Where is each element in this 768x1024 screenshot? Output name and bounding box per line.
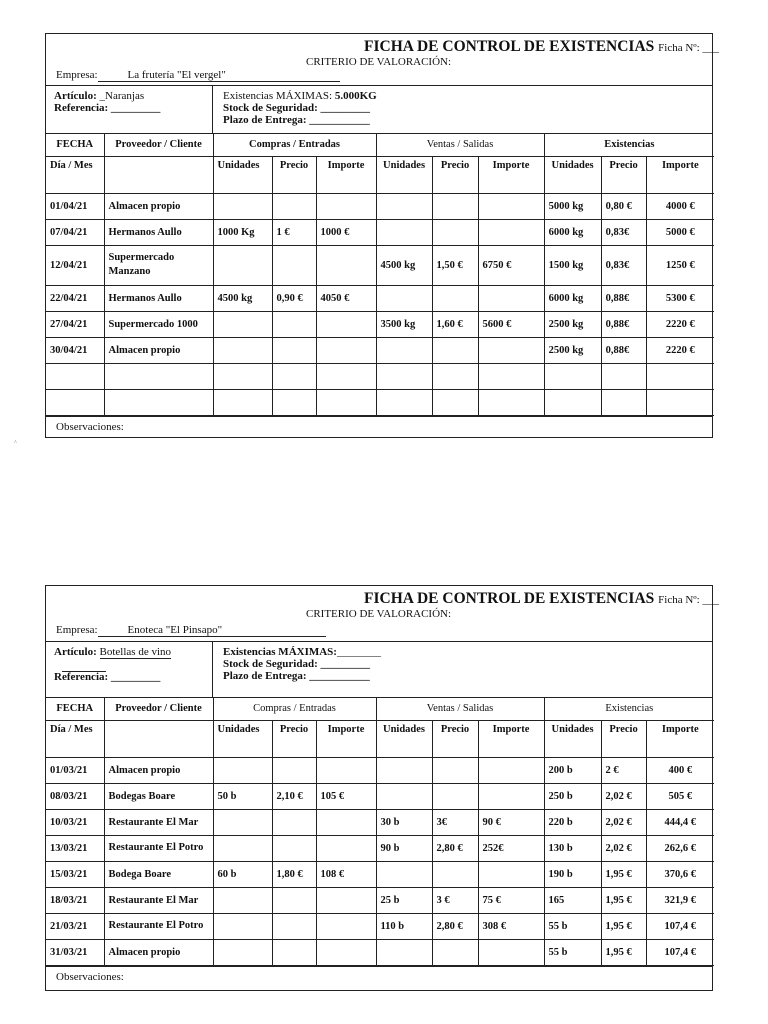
stray-mark: ^ (14, 440, 17, 446)
cell-ventas-precio (432, 757, 478, 783)
col-compras: Compras / Entradas (213, 698, 376, 720)
cell-existencias-precio: 0,80 € (601, 193, 646, 219)
card-header (46, 34, 719, 86)
cell-compras-importe (316, 809, 376, 835)
cell-existencias-precio: 0,83€ (601, 245, 646, 285)
cell-compras-precio (272, 835, 316, 861)
cell-ventas-precio (432, 285, 478, 311)
cell-compras-importe (316, 757, 376, 783)
cell-existencias-unidades: 2500 kg (544, 311, 601, 337)
cell-existencias-precio (601, 363, 646, 389)
cell-existencias-unidades: 2500 kg (544, 337, 601, 363)
cell-compras-unidades: 60 b (213, 861, 272, 887)
cell-fecha: 01/04/21 (46, 193, 104, 219)
cell-existencias-importe: 2220 € (646, 337, 714, 363)
stock-card-2 (45, 585, 719, 991)
col-ventas-precio: Precio (432, 720, 478, 757)
cell-fecha: 13/03/21 (46, 835, 104, 861)
col-compras: Compras / Entradas (213, 134, 376, 156)
col-dia-mes: Día / Mes (46, 156, 104, 193)
cell-ventas-precio (432, 783, 478, 809)
table-row (46, 887, 714, 913)
cell-compras-precio (272, 887, 316, 913)
cell-ventas-importe (478, 193, 544, 219)
cell-ventas-importe: 90 € (478, 809, 544, 835)
col-exist-precio: Precio (601, 156, 646, 193)
cell-ventas-importe (478, 389, 544, 415)
cell-ventas-unidades (376, 363, 432, 389)
cell-existencias-unidades: 6000 kg (544, 219, 601, 245)
cell-ventas-precio (432, 219, 478, 245)
cell-compras-unidades (213, 193, 272, 219)
cell-fecha: 08/03/21 (46, 783, 104, 809)
col-ventas-importe: Importe (478, 720, 544, 757)
cell-existencias-unidades: 55 b (544, 939, 601, 965)
cell-fecha: 22/04/21 (46, 285, 104, 311)
header-row-1 (46, 134, 714, 156)
cell-compras-unidades (213, 913, 272, 939)
observations: Observaciones: (46, 416, 712, 437)
cell-compras-importe: 108 € (316, 861, 376, 887)
cell-ventas-precio (432, 939, 478, 965)
cell-existencias-importe: 5300 € (646, 285, 714, 311)
cell-ventas-unidades (376, 285, 432, 311)
cell-compras-importe (316, 389, 376, 415)
stock-table (46, 698, 714, 966)
cell-ventas-unidades: 110 b (376, 913, 432, 939)
cell-compras-importe (316, 913, 376, 939)
cell-compras-unidades: 4500 kg (213, 285, 272, 311)
header-row-1 (46, 698, 714, 720)
cell-ventas-precio: 3 € (432, 887, 478, 913)
cell-ventas-unidades (376, 193, 432, 219)
cell-existencias-unidades: 190 b (544, 861, 601, 887)
cell-compras-precio (272, 245, 316, 285)
cell-ventas-precio (432, 363, 478, 389)
cell-existencias-unidades: 165 (544, 887, 601, 913)
cell-fecha: 15/03/21 (46, 861, 104, 887)
col-ventas-unidades: Unidades (376, 720, 432, 757)
col-dia-mes: Día / Mes (46, 720, 104, 757)
cell-existencias-unidades: 5000 kg (544, 193, 601, 219)
cell-ventas-precio: 3€ (432, 809, 478, 835)
cell-existencias-precio: 2,02 € (601, 809, 646, 835)
table-row (46, 783, 714, 809)
cell-existencias-unidades: 55 b (544, 913, 601, 939)
cell-compras-precio (272, 809, 316, 835)
cell-compras-unidades (213, 245, 272, 285)
cell-compras-importe: 4050 € (316, 285, 376, 311)
cell-existencias-importe: 400 € (646, 757, 714, 783)
col-existencias: Existencias (544, 134, 714, 156)
cell-proveedor: Supermercado 1000 (104, 311, 213, 337)
cell-fecha (46, 389, 104, 415)
cell-ventas-importe (478, 219, 544, 245)
header-row-2 (46, 156, 714, 193)
col-proveedor: Proveedor / Cliente (104, 698, 213, 720)
cell-ventas-unidades: 25 b (376, 887, 432, 913)
cell-proveedor: Restaurante El Potro (104, 913, 213, 939)
table-row (46, 757, 714, 783)
cell-compras-unidades: 1000 Kg (213, 219, 272, 245)
cell-ventas-importe (478, 285, 544, 311)
cell-ventas-importe: 6750 € (478, 245, 544, 285)
valuation-criterion: CRITERIO DE VALORACIÓN: (306, 608, 452, 620)
cell-proveedor: Bodega Boare (104, 861, 213, 887)
col-ventas: Ventas / Salidas (376, 698, 544, 720)
article-value: _Naranjas (99, 90, 145, 102)
cell-fecha: 27/04/21 (46, 311, 104, 337)
col-compras-importe: Importe (316, 720, 376, 757)
cell-compras-unidades (213, 363, 272, 389)
cell-ventas-unidades: 3500 kg (376, 311, 432, 337)
table-row (46, 389, 714, 415)
col-compras-precio: Precio (272, 156, 316, 193)
company-field: Empresa: Enoteca "El Pinsapo" (56, 624, 326, 637)
ficha-number: Ficha Nº: ___ (658, 594, 719, 606)
table-row (46, 809, 714, 835)
cell-existencias-unidades: 1500 kg (544, 245, 601, 285)
cell-ventas-precio: 2,80 € (432, 835, 478, 861)
col-exist-importe: Importe (646, 720, 714, 757)
article-info (46, 642, 712, 698)
cell-existencias-unidades: 130 b (544, 835, 601, 861)
cell-compras-unidades: 50 b (213, 783, 272, 809)
col-proveedor: Proveedor / Cliente (104, 134, 213, 156)
cell-fecha: 10/03/21 (46, 809, 104, 835)
cell-ventas-importe: 5600 € (478, 311, 544, 337)
cell-ventas-unidades: 4500 kg (376, 245, 432, 285)
col-compras-precio: Precio (272, 720, 316, 757)
cell-existencias-precio: 1,95 € (601, 887, 646, 913)
cell-existencias-importe: 4000 € (646, 193, 714, 219)
safety-stock-line: Stock de Seguridad: _________ (223, 102, 370, 114)
cell-fecha: 07/04/21 (46, 219, 104, 245)
cell-ventas-importe (478, 337, 544, 363)
cell-fecha: 18/03/21 (46, 887, 104, 913)
cell-proveedor: Almacen propio (104, 939, 213, 965)
cell-compras-precio (272, 939, 316, 965)
cell-ventas-importe (478, 363, 544, 389)
cell-existencias-unidades (544, 363, 601, 389)
cell-compras-unidades (213, 939, 272, 965)
cell-existencias-precio: 1,95 € (601, 861, 646, 887)
reference-line: Referencia: _________ (54, 671, 161, 683)
cell-ventas-importe: 75 € (478, 887, 544, 913)
article-line: Artículo: Botellas de vino (54, 646, 172, 658)
cell-proveedor: Bodegas Boare (104, 783, 213, 809)
cell-ventas-unidades (376, 783, 432, 809)
cell-compras-precio (272, 913, 316, 939)
lead-time-line: Plazo de Entrega: ___________ (223, 114, 370, 126)
cell-existencias-precio: 1,95 € (601, 939, 646, 965)
stock-table (46, 134, 714, 416)
cell-ventas-unidades (376, 337, 432, 363)
cell-ventas-precio: 1,50 € (432, 245, 478, 285)
cell-ventas-unidades (376, 389, 432, 415)
col-ventas: Ventas / Salidas (376, 134, 544, 156)
cell-existencias-importe: 107,4 € (646, 939, 714, 965)
cell-compras-unidades (213, 835, 272, 861)
cell-proveedor: Almacen propio (104, 757, 213, 783)
cell-compras-importe: 1000 € (316, 219, 376, 245)
col-exist-unidades: Unidades (544, 156, 601, 193)
cell-existencias-importe: 2220 € (646, 311, 714, 337)
table-row (46, 285, 714, 311)
card-title: FICHA DE CONTROL DE EXISTENCIAS Ficha Nº: ___ (364, 590, 719, 607)
col-exist-precio: Precio (601, 720, 646, 757)
company-value: Enoteca "El Pinsapo" (98, 625, 326, 637)
cell-compras-importe (316, 193, 376, 219)
cell-compras-importe (316, 337, 376, 363)
cell-fecha: 30/04/21 (46, 337, 104, 363)
col-ventas-unidades: Unidades (376, 156, 432, 193)
cell-fecha: 12/04/21 (46, 245, 104, 285)
cell-compras-precio: 2,10 € (272, 783, 316, 809)
cell-compras-importe (316, 887, 376, 913)
cell-existencias-unidades: 6000 kg (544, 285, 601, 311)
cell-existencias-importe: 505 € (646, 783, 714, 809)
cell-existencias-precio: 0,83€ (601, 219, 646, 245)
cell-ventas-precio (432, 861, 478, 887)
cell-ventas-unidades (376, 757, 432, 783)
col-compras-unidades: Unidades (213, 720, 272, 757)
cell-proveedor: Hermanos Aullo (104, 219, 213, 245)
cell-existencias-precio: 1,95 € (601, 913, 646, 939)
cell-compras-precio (272, 311, 316, 337)
table-row (46, 913, 714, 939)
cell-compras-importe (316, 311, 376, 337)
cell-ventas-importe: 308 € (478, 913, 544, 939)
cell-compras-precio (272, 363, 316, 389)
cell-compras-precio (272, 337, 316, 363)
cell-ventas-precio: 1,60 € (432, 311, 478, 337)
cell-ventas-importe: 252€ (478, 835, 544, 861)
cell-existencias-precio: 2,02 € (601, 835, 646, 861)
cell-compras-importe (316, 939, 376, 965)
valuation-criterion: CRITERIO DE VALORACIÓN: (306, 56, 452, 68)
cell-fecha: 21/03/21 (46, 913, 104, 939)
col-ventas-importe: Importe (478, 156, 544, 193)
cell-compras-precio (272, 757, 316, 783)
observations: Observaciones: (46, 966, 712, 990)
cell-existencias-importe: 321,9 € (646, 887, 714, 913)
cell-existencias-importe: 5000 € (646, 219, 714, 245)
cell-compras-unidades (213, 389, 272, 415)
company-value: La frutería "El vergel" (98, 70, 340, 82)
cell-existencias-unidades (544, 389, 601, 415)
cell-ventas-importe (478, 861, 544, 887)
cell-existencias-precio: 0,88€ (601, 285, 646, 311)
cell-existencias-unidades: 200 b (544, 757, 601, 783)
cell-ventas-importe (478, 939, 544, 965)
col-exist-unidades: Unidades (544, 720, 601, 757)
cell-compras-importe (316, 835, 376, 861)
article-line: Artículo: _Naranjas (54, 90, 145, 102)
cell-compras-importe: 105 € (316, 783, 376, 809)
cell-proveedor (104, 389, 213, 415)
cell-existencias-importe: 107,4 € (646, 913, 714, 939)
cell-existencias-precio: 0,88€ (601, 337, 646, 363)
cell-proveedor: Almacen propio (104, 337, 213, 363)
cell-compras-unidades (213, 311, 272, 337)
cell-compras-unidades (213, 887, 272, 913)
cell-existencias-importe: 1250 € (646, 245, 714, 285)
cell-ventas-precio (432, 389, 478, 415)
company-field: Empresa: La frutería "El vergel" (56, 69, 340, 82)
cell-existencias-unidades: 250 b (544, 783, 601, 809)
cell-fecha: 31/03/21 (46, 939, 104, 965)
card-title: FICHA DE CONTROL DE EXISTENCIAS Ficha Nº: ___ (364, 38, 719, 55)
cell-proveedor: Hermanos Aullo (104, 285, 213, 311)
cell-proveedor: Restaurante El Mar (104, 887, 213, 913)
cell-existencias-precio: 0,88€ (601, 311, 646, 337)
cell-compras-importe (316, 363, 376, 389)
cell-proveedor: Restaurante El Mar (104, 809, 213, 835)
col-compras-unidades: Unidades (213, 156, 272, 193)
cell-ventas-precio: 2,80 € (432, 913, 478, 939)
cell-fecha (46, 363, 104, 389)
col-fecha: FECHA (46, 134, 104, 156)
cell-compras-importe (316, 245, 376, 285)
reference-line: Referencia: _________ (54, 102, 161, 114)
cell-compras-precio (272, 193, 316, 219)
cell-ventas-importe (478, 783, 544, 809)
max-stock-line: Existencias MÁXIMAS: 5.000KG (223, 90, 377, 102)
table-row (46, 939, 714, 965)
col-exist-importe: Importe (646, 156, 714, 193)
cell-existencias-importe: 444,4 € (646, 809, 714, 835)
cell-ventas-unidades (376, 219, 432, 245)
table-row (46, 311, 714, 337)
col-fecha: FECHA (46, 698, 104, 720)
cell-existencias-precio (601, 389, 646, 415)
table-row (46, 861, 714, 887)
col-existencias: Existencias (544, 698, 714, 720)
cell-compras-precio (272, 389, 316, 415)
cell-proveedor (104, 363, 213, 389)
cell-ventas-unidades (376, 939, 432, 965)
table-row (46, 337, 714, 363)
lead-time-line: Plazo de Entrega: ___________ (223, 670, 370, 682)
article-value: Botellas de vino (99, 646, 172, 658)
table-row (46, 245, 714, 285)
cell-ventas-importe (478, 757, 544, 783)
cell-ventas-unidades (376, 861, 432, 887)
card-header (46, 586, 719, 642)
header-row-2 (46, 720, 714, 757)
cell-existencias-importe: 262,6 € (646, 835, 714, 861)
cell-compras-precio: 1,80 € (272, 861, 316, 887)
cell-compras-unidades (213, 809, 272, 835)
cell-compras-precio: 0,90 € (272, 285, 316, 311)
cell-existencias-precio: 2 € (601, 757, 646, 783)
cell-existencias-precio: 2,02 € (601, 783, 646, 809)
cell-ventas-unidades: 30 b (376, 809, 432, 835)
cell-proveedor: Almacen propio (104, 193, 213, 219)
col-ventas-precio: Precio (432, 156, 478, 193)
cell-proveedor: Supermercado Manzano (104, 245, 213, 285)
article-info (46, 86, 712, 134)
table-row (46, 219, 714, 245)
max-stock-line: Existencias MÁXIMAS:________ (223, 646, 381, 658)
cell-existencias-importe: 370,6 € (646, 861, 714, 887)
cell-compras-precio: 1 € (272, 219, 316, 245)
max-stock-value: 5.000KG (334, 90, 377, 102)
cell-existencias-importe (646, 389, 714, 415)
cell-ventas-precio (432, 337, 478, 363)
stock-card-1 (45, 33, 719, 438)
safety-stock-line: Stock de Seguridad: _________ (223, 658, 370, 670)
table-row (46, 193, 714, 219)
cell-compras-unidades (213, 757, 272, 783)
cell-ventas-precio (432, 193, 478, 219)
cell-proveedor: Restaurante El Potro (104, 835, 213, 861)
ficha-number: Ficha Nº: ___ (658, 42, 719, 54)
cell-existencias-importe (646, 363, 714, 389)
cell-fecha: 01/03/21 (46, 757, 104, 783)
col-compras-importe: Importe (316, 156, 376, 193)
cell-existencias-unidades: 220 b (544, 809, 601, 835)
table-row (46, 363, 714, 389)
table-row (46, 835, 714, 861)
cell-compras-unidades (213, 337, 272, 363)
cell-ventas-unidades: 90 b (376, 835, 432, 861)
